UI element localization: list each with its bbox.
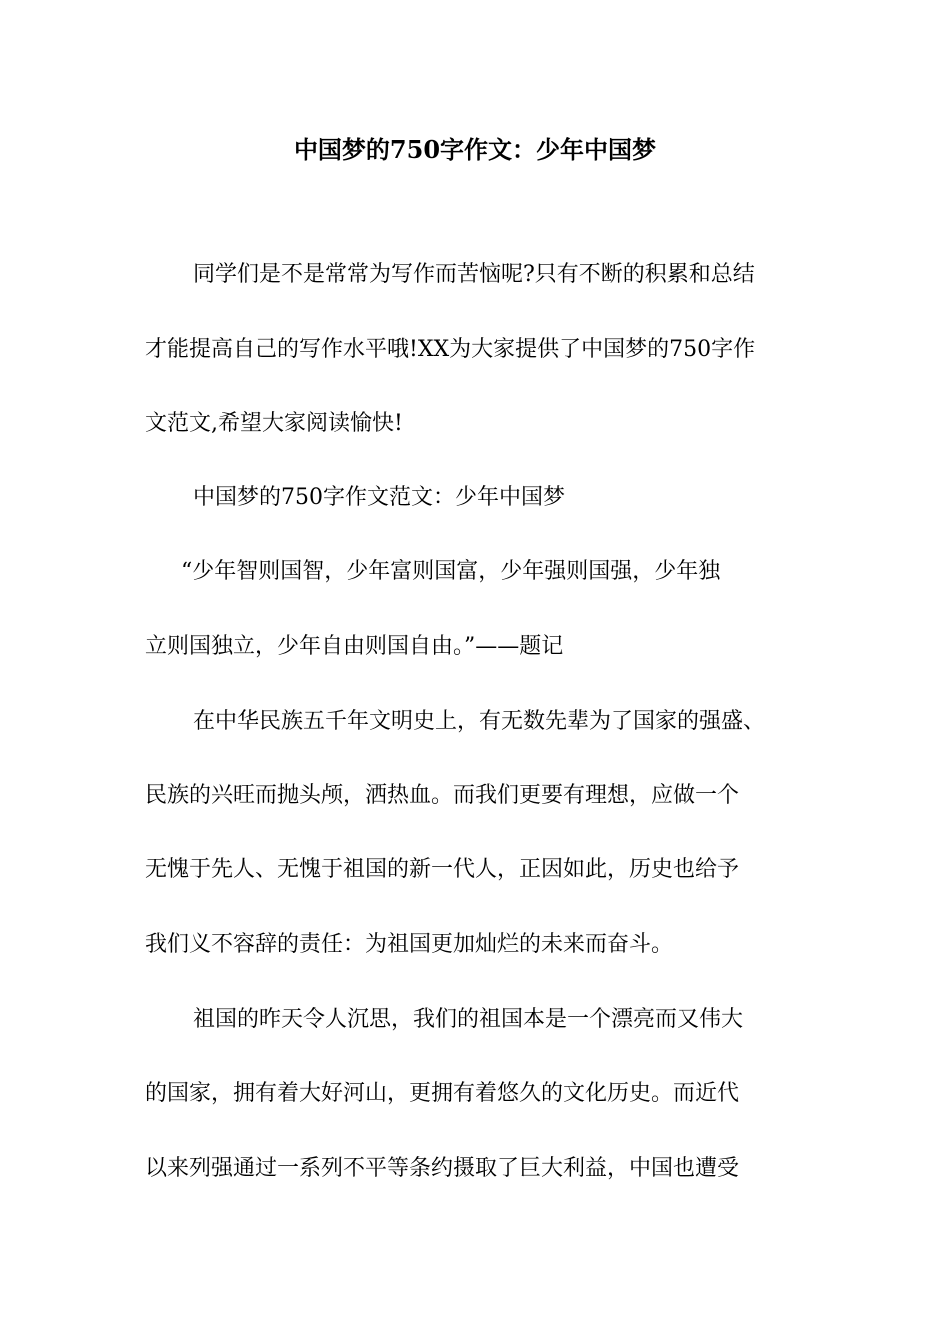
paragraph-3-line-2: 的国家，拥有着大好河山，更拥有着悠久的文化历史。而近代 xyxy=(145,1081,740,1106)
paragraph-1-line-3: 文范文,希望大家阅读愉快! xyxy=(145,411,403,436)
paragraph-2-line-3: 无愧于先人、无愧于祖国的新一代人，正因如此，历史也给予 xyxy=(145,857,740,882)
paragraph-2-line-1: 在中华民族五千年文明史上，有无数先辈为了国家的强盛、 xyxy=(193,709,766,734)
epigraph-line-1: “少年智则国智，少年富则国富，少年强则国强，少年独 xyxy=(181,559,721,584)
epigraph-line-2: 立则国独立，少年自由则国自由。”——题记 xyxy=(145,634,564,659)
paragraph-2-line-2: 民族的兴旺而抛头颅，洒热血。而我们更要有理想，应做一个 xyxy=(145,783,740,808)
paragraph-3-line-3: 以来列强通过一系列不平等条约摄取了巨大利益，中国也遭受 xyxy=(145,1156,740,1181)
paragraph-1-line-1: 同学们是不是常常为写作而苦恼呢?只有不断的积累和总结 xyxy=(193,262,755,287)
paragraph-1-line-2: 才能提高自己的写作水平哦!XX为大家提供了中国梦的750字作 xyxy=(145,337,756,362)
paragraph-2-line-4: 我们义不容辞的责任：为祖国更加灿烂的未来而奋斗。 xyxy=(145,932,674,957)
paragraph-3-line-1: 祖国的昨天令人沉思，我们的祖国本是一个漂亮而又伟大 xyxy=(193,1007,744,1032)
document-title: 中国梦的750字作文：少年中国梦 xyxy=(293,135,657,164)
essay-subtitle: 中国梦的750字作文范文：少年中国梦 xyxy=(193,485,565,510)
